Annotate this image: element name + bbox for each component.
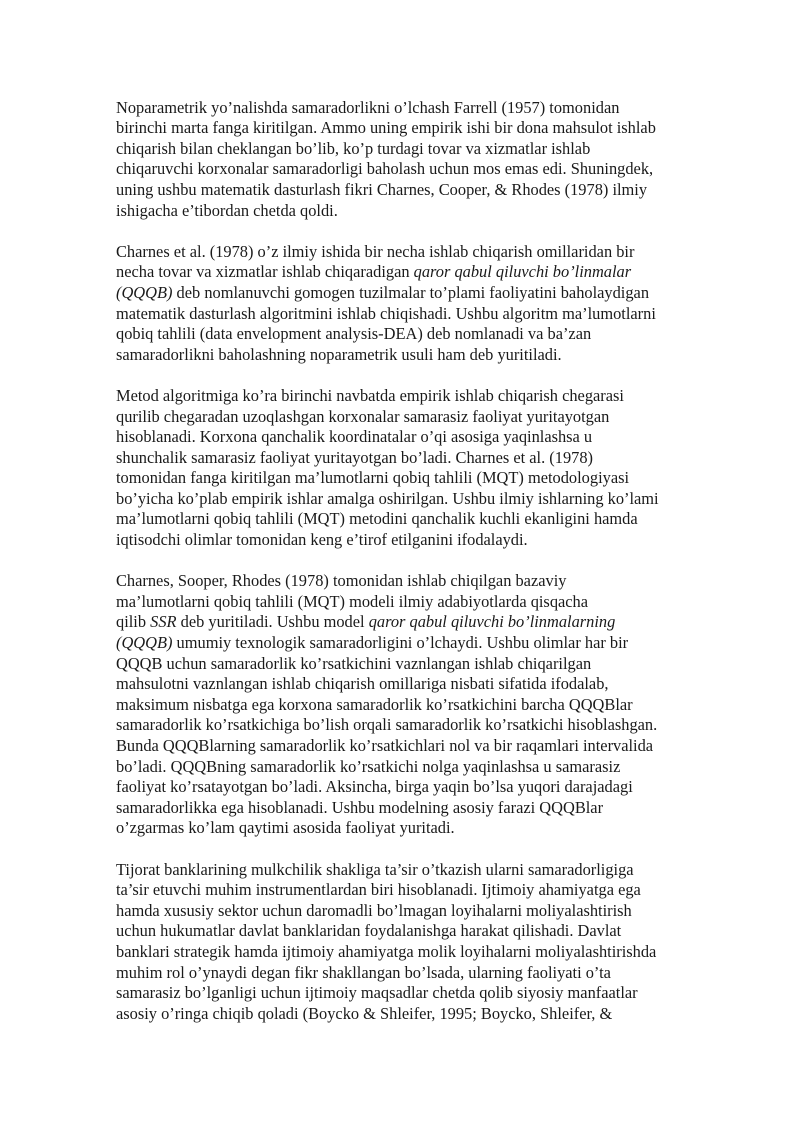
italic-term: SSR [150, 612, 177, 632]
paragraph [116, 860, 741, 1025]
italic-term: qaror qabul qiluvchi bo’linmalar (QQQB) [116, 262, 632, 302]
paragraph [116, 77, 741, 221]
paragraph [116, 386, 741, 551]
document-page [116, 77, 741, 1045]
paragraph-text: Noparametrik yo’nalishda samaradorlikni o’lchash Farrell (1957) tomonidan birinchi marta fanga kiritilgan. Ammo uning empirik ishi bir dona mahsulot ishlab chiqarish bilan cheklangan bo’lib, ko’p turdagi tovar va xizmatlar ishlab chiqaruvchi korxonalar samaradorligi baholash uchun mos emas edi. Shuningdek, uning ushbu matematik dasturlash fikri Charnes, Cooper, & Rhodes (1978) ilmiy ishigacha e’tibordan chetda qoldi. [116, 97, 656, 220]
paragraph-text: Charnes et al. (1978) o’z ilmiy ishida bir necha ishlab chiqarish omillaridan bir necha tovar va xizmatlar ishlab chiqaradigan [116, 241, 635, 282]
paragraph-text: deb yuritiladi. Ushbu model [176, 612, 369, 632]
paragraph [116, 571, 741, 839]
paragraph-text: Charnes, Sooper, Rhodes (1978) tomonidan ishlab chiqilgan bazaviy ma’lumotlarni qobiq tahlili (MQT) modeli ilmiy adabiyotlarda qisqacha qilib [116, 571, 589, 632]
paragraph-text: Metod algoritmiga ko’ra birinchi navbatda empirik ishlab chiqarish chegarasi qurilib chegaradan uzoqlashgan korxonalar samarasiz faoliyat yuritayotgan hisoblanadi. Korxona qanchalik koordinatalar o’qi asosiga yaqinlashsa u shunchalik samarasiz faoliyat yuritayotgan bo’ladi. Charnes et al. (1978) tomonidan fanga kiritilgan ma’lumotlarni qobiq tahlili (MQT) metodologiyasi bo’yicha ko’plab empirik ishlar amalga oshirilgan. Ushbu ilmiy ishlarning ko’lami ma’lumotlarni qobiq tahlili (MQT) metodini qanchalik kuchli ekanligini hamda iqtisodchi olimlar tomonidan keng e’tirof etilganini ifodalaydi. [116, 385, 659, 550]
paragraph-text: deb nomlanuvchi gomogen tuzilmalar to’plami faoliyatini baholaydigan matematik dasturlash algoritmini ishlab chiqishadi. Ushbu algoritm ma’lumotlarni qobiq tahlili (data envelopment analysis-DEA) deb nomlanadi va ba’zan samaradorlikni baholashning noparametrik usuli ham deb yuritiladi. [116, 282, 656, 364]
italic-term: qaror qabul qiluvchi bo’linmalarning (QQQB) [116, 612, 616, 653]
paragraph-text: Tijorat banklarining mulkchilik shakliga ta’sir o’tkazish ularni samaradorligiga ta’sir etuvchi muhim instrumentlardan biri hisoblanadi. Ijtimoiy ahamiyatga ega hamda xususiy sektor uchun daromadli bo’lmagan loyihalarni moliyalashtirish uchun hukumatlar davlat banklaridan foydalanishga harakat qilishadi. Davlat banklari strategik hamda ijtimoiy ahamiyatga molik loyihalarni moliyalashtirishda muhim rol o’ynaydi degan fikr shakllangan bo’lsada, ularning faoliyati o’ta samarasiz bo’lganligi uchun ijtimoiy maqsadlar chetda qolib siyosiy manfaatlar asosiy o’ringa chiqib qoladi (Boycko & Shleifer, 1995; Boycko, Shleifer, & [116, 859, 657, 1023]
paragraph [116, 242, 741, 366]
paragraph-text: umumiy texnologik samaradorligini o’lchaydi. Ushbu olimlar har bir QQQB uchun samaradorlik ko’rsatkichini vaznlangan ishlab chiqarilgan mahsulotni vaznlangan ishlab chiqarish omillariga nisbati sifatida ifodalab, maksimum nisbatga ega korxona samaradorlik ko’rsatkichini barcha QQQBlar samaradorlik ko’rsatkichiga bo’lish orqali samaradorlik ko’rsatkichi hisoblashgan. Bunda QQQBlarning samaradorlik ko’rsatkichlari nol va bir raqamlari intervalida bo’ladi. QQQBning samaradorlik ko’rsatkichi nolga yaqinlashsa u samarasiz faoliyat ko’rsatayotgan bo’ladi. Aksincha, birga yaqin bo’lsa yuqori darajadagi samaradorlikka ega hisoblanadi. Ushbu modelning asosiy farazi QQQBlar o’zgarmas ko’lam qaytimi asosida faoliyat yuritadi. [116, 633, 658, 838]
